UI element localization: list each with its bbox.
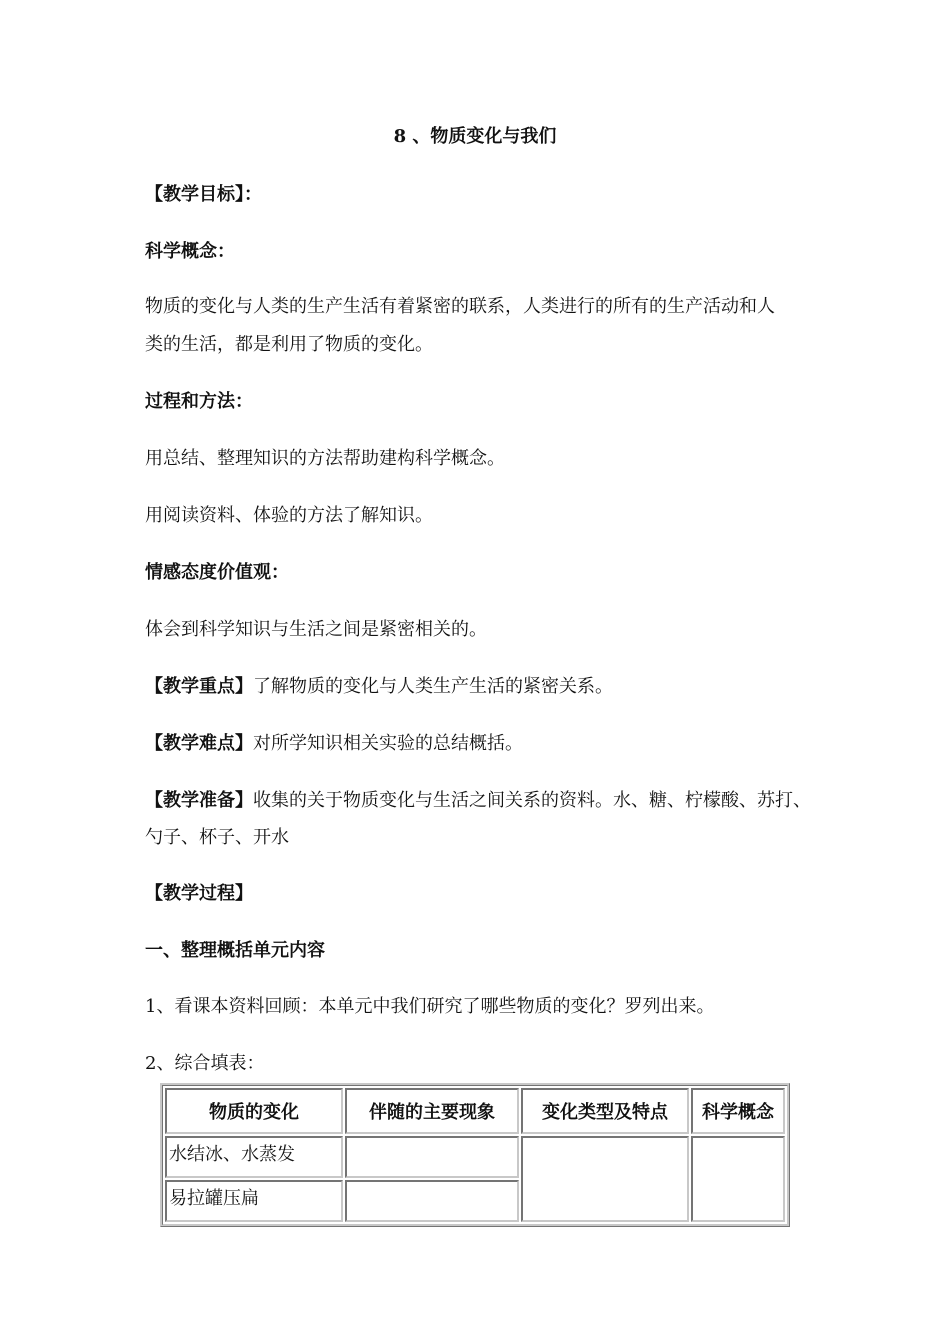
step-2: 2、综合填表： <box>145 1053 265 1074</box>
concept-text-line-1: 物质的变化与人类的生产生活有着紧密的联系，人类进行的所有的生产活动和人 <box>145 296 775 317</box>
preparation-label: 【教学准备】 <box>145 790 253 811</box>
page-title: 8 、物质变化与我们 <box>393 126 557 147</box>
table-header-row <box>165 1088 785 1134</box>
table-cell <box>345 1136 519 1178</box>
table-cell <box>345 1180 519 1222</box>
table-row <box>165 1136 785 1178</box>
summary-table <box>160 1083 790 1227</box>
attitude-text: 体会到科学知识与生活之间是紧密相关的。 <box>145 619 487 640</box>
key-point-text: 了解物质的变化与人类生产生活的紧密关系。 <box>253 676 613 697</box>
difficulty-text: 对所学知识相关实验的总结概括。 <box>253 733 523 754</box>
table-cell: 水结冰、水蒸发 <box>165 1136 343 1178</box>
preparation-text-line-2: 勺子、杯子、开水 <box>145 827 289 848</box>
table-header-cell: 伴随的主要现象 <box>345 1088 519 1134</box>
table-header-cell: 物质的变化 <box>165 1088 343 1134</box>
step-1: 1、看课本资料回顾：本单元中我们研究了哪些物质的变化？罗列出来。 <box>145 996 715 1017</box>
preparation-text-line-1: 收集的关于物质变化与生活之间关系的资料。水、糖、柠檬酸、苏打、 <box>253 790 811 811</box>
difficulty-label: 【教学难点】 <box>145 733 253 754</box>
attitude-heading: 情感态度价值观： <box>145 562 289 583</box>
method-heading: 过程和方法： <box>145 391 253 412</box>
table-header-cell: 变化类型及特点 <box>521 1088 689 1134</box>
table-header-cell: 科学概念 <box>691 1088 785 1134</box>
table-cell: 易拉罐压扁 <box>165 1180 343 1222</box>
difficulty <box>145 733 523 755</box>
process-heading: 【教学过程】 <box>145 883 253 904</box>
section-1-heading: 一、整理概括单元内容 <box>145 940 325 961</box>
concept-text-line-2: 类的生活，都是利用了物质的变化。 <box>145 334 433 355</box>
table-cell <box>691 1136 785 1222</box>
method-text-line-1: 用总结、整理知识的方法帮助建构科学概念。 <box>145 448 505 469</box>
key-point <box>145 676 613 698</box>
objectives-heading: 【教学目标】： <box>145 184 262 205</box>
concept-heading: 科学概念： <box>145 241 235 262</box>
method-text-line-2: 用阅读资料、体验的方法了解知识。 <box>145 505 433 526</box>
table-cell <box>521 1136 689 1222</box>
preparation <box>145 790 811 812</box>
key-point-label: 【教学重点】 <box>145 676 253 697</box>
